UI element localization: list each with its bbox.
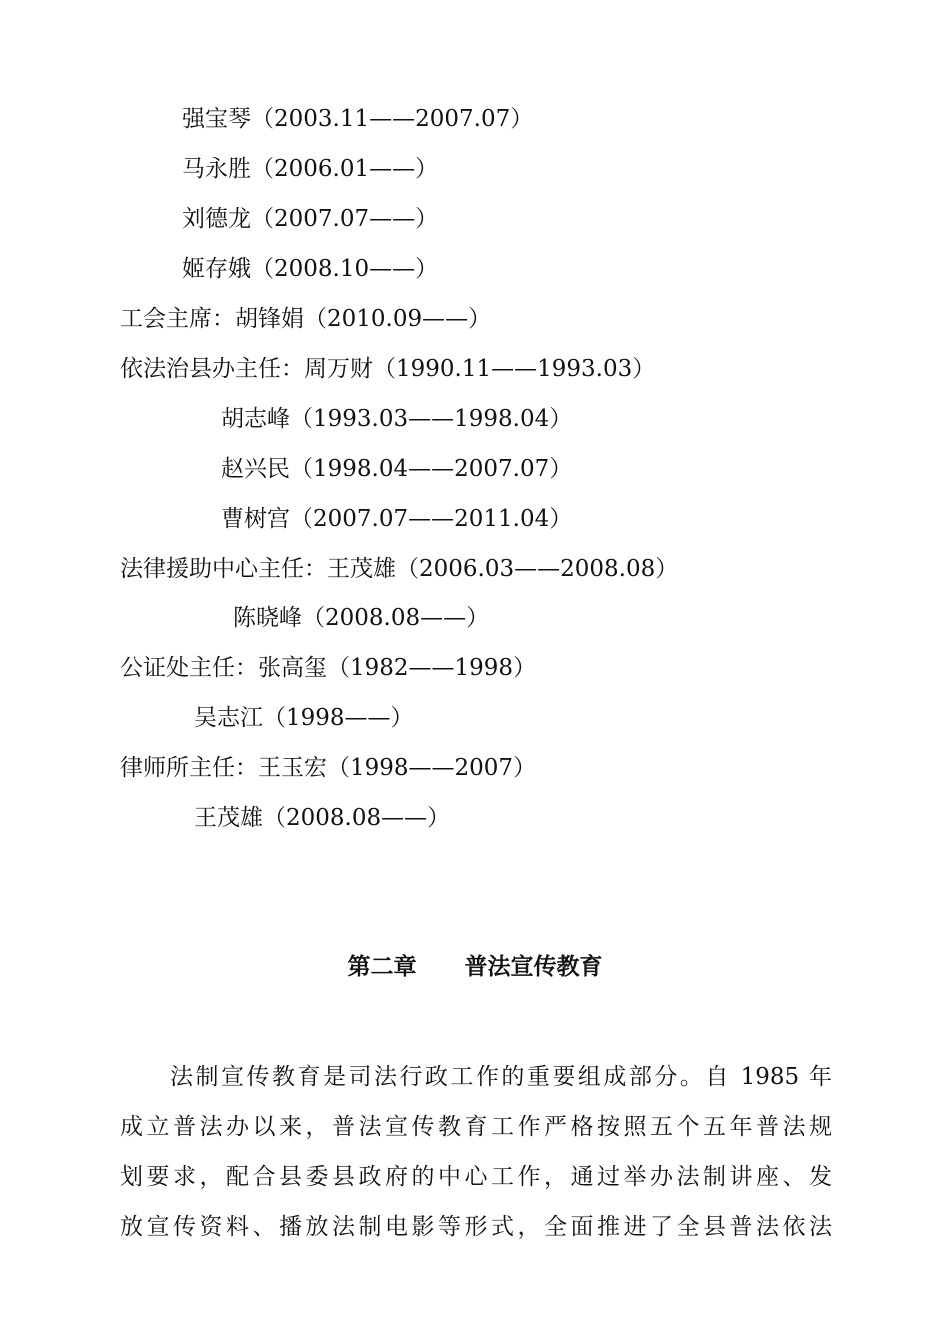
paragraph-line: 法制宣传教育是司法行政工作的重要组成部分。自 1985 年 — [170, 1064, 832, 1090]
roster-line: 姬存娥（2008.10——） — [182, 256, 439, 282]
roster-line: 马永胜（2006.01——） — [182, 156, 439, 182]
roster-line: 吴志江（1998——） — [194, 705, 414, 731]
body-paragraph — [120, 1052, 832, 1252]
paragraph-line: 划要求，配合县委县政府的中心工作，通过举办法制讲座、发 — [120, 1164, 832, 1190]
roster-line: 陈晓峰（2008.08——） — [233, 605, 490, 631]
roster-line: 律师所主任：王玉宏（1998——2007） — [120, 755, 537, 781]
roster-line: 强宝琴（2003.11——2007.07） — [182, 106, 534, 132]
roster-line: 曹树宫（2007.07——2011.04） — [221, 506, 573, 532]
roster-line: 刘德龙（2007.07——） — [182, 206, 439, 232]
roster-line: 胡志峰（1993.03——1998.04） — [221, 406, 573, 432]
roster-line: 赵兴民（1998.04——2007.07） — [221, 456, 573, 482]
roster-line: 公证处主任：张高玺（1982——1998） — [120, 655, 537, 681]
paragraph-line: 放宣传资料、播放法制电影等形式，全面推进了全县普法依法 — [120, 1214, 832, 1240]
roster-line: 法律援助中心主任：王茂雄（2006.03——2008.08） — [120, 556, 679, 582]
chapter-title: 第二章 普法宣传教育 — [347, 954, 603, 980]
roster-line: 依法治县办主任：周万财（1990.11——1993.03） — [120, 356, 656, 382]
paragraph-line: 成立普法办以来，普法宣传教育工作严格按照五个五年普法规 — [120, 1114, 832, 1140]
roster-line: 工会主席：胡锋娟（2010.09——） — [120, 306, 492, 332]
roster-line: 王茂雄（2008.08——） — [194, 805, 451, 831]
